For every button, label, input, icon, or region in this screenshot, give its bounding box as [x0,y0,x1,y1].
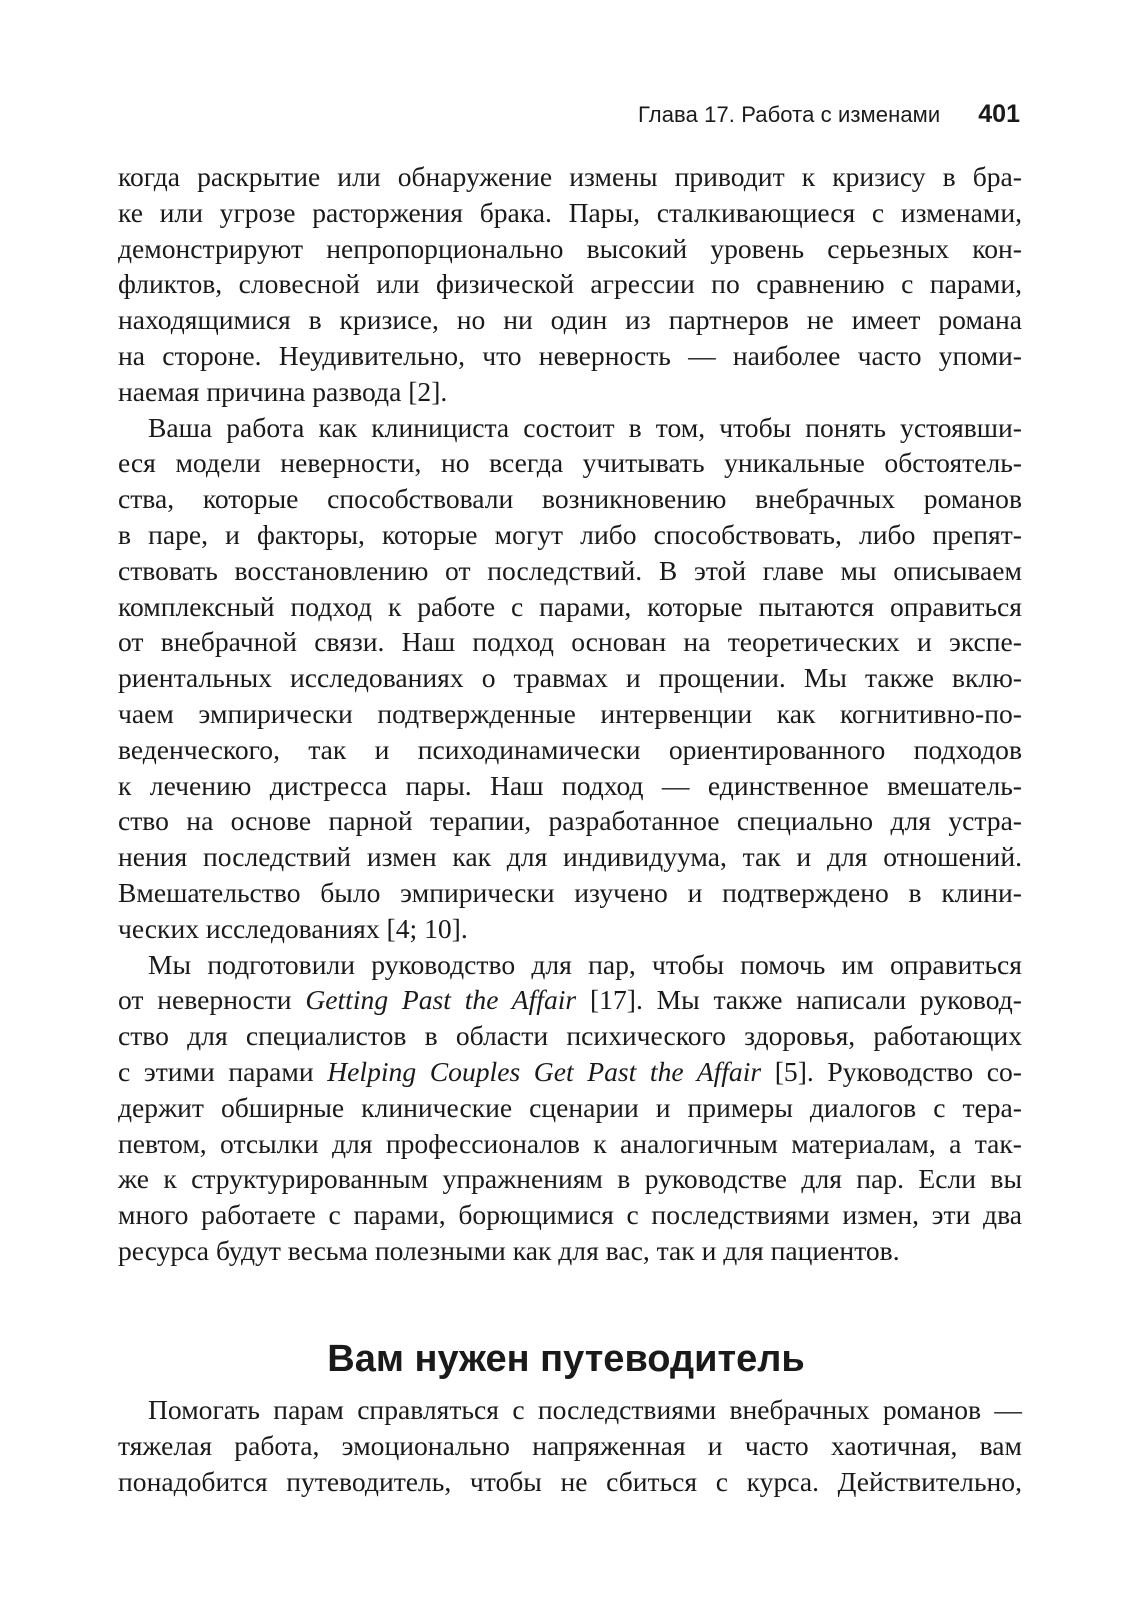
text-line: много работаете с парами, борющимися с последствиями измен, эти два [118,1199,1022,1231]
text-line: от внебрачной связи. Наш подход основан на теоретических и экспе- [118,626,1022,658]
text-line: же к структурированным упражнениям в руководстве для пар. Если вы [118,1163,1022,1195]
paragraph-1 [118,159,1022,410]
text-line: веденческого, так и психодинамически ориентированного подходов [118,733,1022,765]
text-line: демонстрируют непропорционально высокий уровень серьезных кон- [118,232,1022,264]
text-line: к лечению дистресса пары. Наш подход — единственное вмешатель- [118,769,1022,801]
text-line: нения последствий измен как для индивидуума, так и для отношений. [118,841,1022,873]
text-line: находящимися в кризисе, но ни один из партнеров не имеет романа [118,304,1022,336]
page-number: 401 [978,100,1020,128]
text-line: ство для специалистов в области психического здоровья, работающих [118,1020,1022,1052]
paragraph-2 [118,410,1022,947]
text-line: ке или угрозе расторжения брака. Пары, сталкивающиеся с изменами, [118,196,1022,228]
text-segment: от неверности [118,984,306,1016]
text-line: ство на основе парной терапии, разработанное специально для устра- [118,805,1022,837]
text-line: Ваша работа как клинициста состоит в том, чтобы понять устоявши- [148,411,1022,443]
text-line: на стороне. Неудивительно, что неверность — наиболее часто упоми- [118,339,1022,371]
text-line: певтом, отсылки для профессионалов к аналогичным материалам, а так- [118,1127,1022,1159]
text-line: в паре, и факторы, которые могут либо способствовать, либо препят- [118,518,1022,550]
text-line: понадобится путеводитель, чтобы не сбиться с курса. Действительно, [118,1465,1022,1497]
text-line: когда раскрытие или обнаружение измены приводит к кризису в бра- [118,161,1022,192]
book-title: Getting Past the Affair [305,984,577,1016]
text-line-with-title [118,982,1022,1018]
text-line-with-title [118,1054,1022,1090]
section-body-text [118,1392,1022,1499]
text-line: ствовать восстановлению от последствий. В этой главе мы описываем [118,554,1022,586]
text-line: ства, которые способствовали возникновению внебрачных романов [118,483,1022,515]
section-heading: Вам нужен путеводитель [327,1338,805,1380]
text-line: Вмешательство было эмпирически изучено и подтверждено в клини- [118,876,1022,908]
text-line: комплексный подход к работе с парами, которые пытаются оправиться [118,590,1022,622]
book-title: Helping Couples Get Past the Affair [327,1055,762,1087]
text-line: наемая причина развода [2]. [118,375,448,407]
text-line: риентальных исследованиях о травмах и прощении. Мы также вклю- [118,662,1022,694]
paragraph-3 [118,947,1022,1269]
running-head [638,100,1020,129]
text-line: фликтов, словесной или физической агрессии по сравнению с парами, [118,268,1022,300]
chapter-title: Глава 17. Работа с изменами [637,102,941,127]
text-line: Помогать парам справляться с последствиями внебрачных романов — [148,1394,1022,1425]
text-segment: с этими парами [118,1055,328,1087]
text-segment: [5]. Руководство со- [761,1055,1022,1087]
body-text [118,159,1022,1269]
text-line: тяжелая работа, эмоционально напряженная и часто хаотичная, вам [118,1429,1022,1461]
text-segment: [17]. Мы также написали руковод- [576,984,1022,1016]
text-line: ческих исследованиях [4; 10]. [118,912,468,944]
text-line: еся модели неверности, но всегда учитывать уникальные обстоятель- [118,447,1022,479]
text-line: держит обширные клинические сценарии и примеры диалогов с тера- [118,1091,1022,1123]
text-line: ресурса будут весьма полезными как для вас, так и для пациентов. [118,1234,900,1266]
text-line: Мы подготовили руководство для пар, чтобы помочь им оправиться [148,948,1022,980]
text-line: чаем эмпирически подтвержденные интервенции как когнитивно-по- [118,697,1022,729]
